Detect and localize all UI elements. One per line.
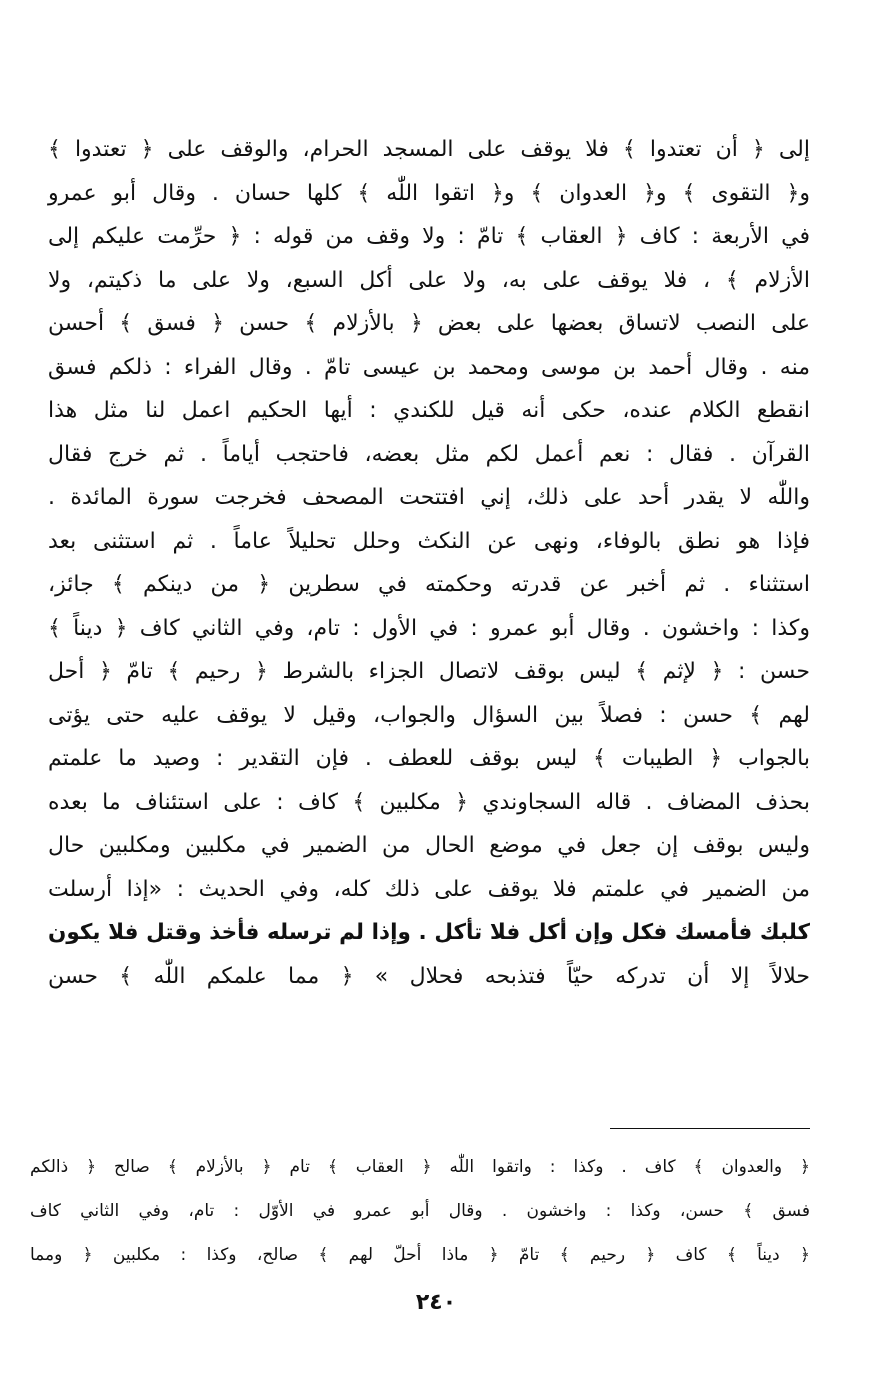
text-line: انقطع الكلام عنده، حكى أنه قيل للكندي : أيها الحكيم اعمل لنا مثل هذا — [48, 398, 810, 423]
text-line: و﴿ التقوى ﴾ و﴿ العدوان ﴾ و﴿ اتقوا اللّٰه ﴾ كلها حسان . وقال أبو عمرو — [48, 180, 810, 206]
footnote-separator — [610, 1128, 810, 1129]
text-line: القرآن . فقال : نعم أعمل لكم مثل بعضه، فاحتجب أياماً . ثم خرج فقال — [48, 441, 810, 467]
footnote-line: ﴿ والعدوان ﴾ كاف . وكذا : واتقوا اللّٰه ﴿ العقاب ﴾ تام ﴿ بالأزلام ﴾ صالح ﴿ ذالكم — [30, 1157, 810, 1177]
text-line: وكذا : واخشون . وقال أبو عمرو : في الأول : تام، وفي الثاني كاف ﴿ ديناً ﴾ — [48, 615, 810, 641]
text-line: منه . وقال أحمد بن موسى ومحمد بن عيسى تامّ . وقال الفراء : ذلكم فسق — [48, 354, 810, 380]
footnotes — [30, 1145, 810, 1277]
main-text — [48, 128, 810, 998]
text-line: إلى ﴿ أن تعتدوا ﴾ فلا يوقف على المسجد الحرام، والوقف على ﴿ تعتدوا ﴾ — [48, 137, 810, 162]
text-line: الأزلام ﴾ ، فلا يوقف على به، ولا على أكل السبع، ولا على ما ذكيتم، ولا — [48, 267, 810, 293]
page-number: ٢٤٠ — [415, 1290, 457, 1315]
text-line: من الضمير في علمتم فلا يوقف على ذلك كله، وفي الحديث : «إذا أرسلت — [48, 876, 810, 902]
text-line: حلالاً إلا أن تدركه حيّاً فتذبحه فحلال » ﴿ مما علمكم اللّٰه ﴾ حسن — [48, 963, 810, 989]
text-line: في الأربعة : كاف ﴿ العقاب ﴾ تامّ : ولا وقف من قوله : ﴿ حرِّمت عليكم إلى — [48, 224, 810, 249]
text-line: فإذا هو نطق بالوفاء، ونهى عن النكث وحلل تحليلاً عاماً . ثم استثنى بعد — [48, 528, 810, 554]
text-line: بحذف المضاف . قاله السجاوندي ﴿ مكلبين ﴾ كاف : على استئناف ما بعده — [48, 789, 810, 815]
text-line: حسن : ﴿ لإثم ﴾ ليس بوقف لاتصال الجزاء بالشرط ﴿ رحيم ﴾ تامّ ﴿ أحل — [48, 659, 810, 684]
text-line: وليس بوقف إن جعل في موضع الحال من الضمير في مكلبين ومكلبين حال — [48, 833, 810, 858]
text-line: بالجواب ﴿ الطيبات ﴾ ليس بوقف للعطف . فإن التقدير : وصيد ما علمتم — [48, 746, 810, 771]
text-line: لهم ﴾ حسن : فصلاً بين السؤال والجواب، وقيل لا يوقف عليه حتى يؤتى — [48, 702, 810, 728]
text-line: كلبك فأمسك فكل وإن أكل فلا تأكل . وإذا لم ترسله فأخذ وقتل فلا يكون — [48, 920, 810, 945]
text-line: واللّٰه لا يقدر أحد على ذلك، إني افتتحت المصحف فخرجت سورة المائدة . — [48, 485, 810, 510]
footnote-line: فسق ﴾ حسن، وكذا : واخشون . وقال أبو عمرو في الأوّل : تام، وفي الثاني كاف — [30, 1201, 810, 1221]
footnote-line: ﴿ ديناً ﴾ كاف ﴿ رحيم ﴾ تامّ ﴿ ماذا أحلّ لهم ﴾ صالح، وكذا : مكلبين ﴿ ومما — [30, 1245, 810, 1265]
text-line: استثناء . ثم أخبر عن قدرته وحكمته في سطرين ﴿ من دينكم ﴾ جائز، — [48, 572, 810, 597]
text-line: على النصب لاتساق بعضها على بعض ﴿ بالأزلام ﴾ حسن ﴿ فسق ﴾ أحسن — [48, 311, 810, 336]
